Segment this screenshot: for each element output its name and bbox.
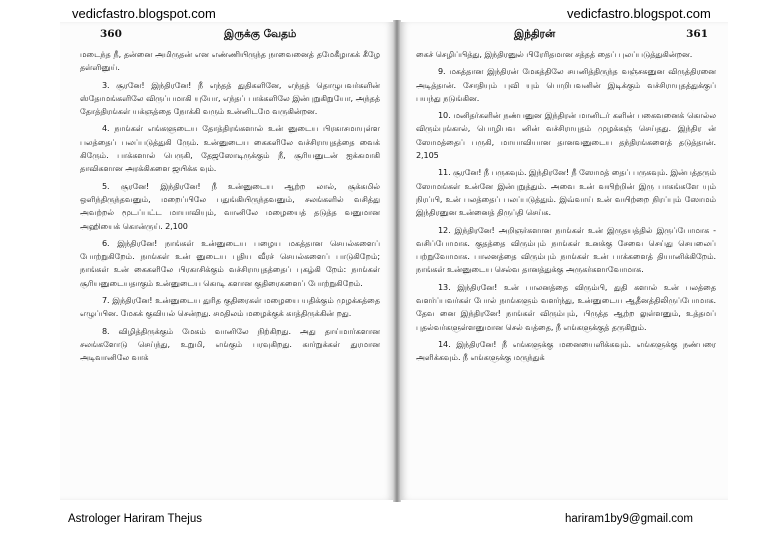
right-book-page bbox=[400, 22, 728, 500]
footer-author: Astrologer Hariram Thejus bbox=[68, 513, 203, 525]
header-site-link-right[interactable]: vedicfastro.blogspot.com bbox=[567, 6, 711, 21]
verse-paragraph: 9. மகத்தான இந்திரன் மேகத்திலே சயனித்திருந்த வஞ்சகனுன விருத்திரனை அடித்தான். சோதியும் புவி யும் பொறிபவனின் இடிக்கும் வச்சிராயுதத்துக்குப் பயந்து நடுங்கின. bbox=[416, 66, 716, 103]
verse-paragraph: 12. இந்திரனே! அறிஞர்களான நாங்கள் உன் இருதயத்தில் இருப்போமாக - வசிப்போமாக. குதத்தை விரும்பும் நாங்கள் உனக்கு சேவை செய்து செயலைப் பற்றுவோமாக. பாலனத்தை விரும்பும் நாங்கள் உன் பாக்களைத் தியானிக்கிறேம். நாங்கள் உன்னுடைய செல்வ தானத்துக்கு அருகர்களாவோமாக. bbox=[416, 224, 716, 275]
verse-paragraph: கைச் செழிப்பித்து, இந்திரனுல் பிரேரிதமான சத்தத் தைப் புலப்படுத்துகின்றன. bbox=[416, 49, 693, 59]
left-book-page bbox=[60, 22, 394, 500]
right-running-title: இந்திரன் bbox=[514, 28, 556, 40]
left-page-number: 360 bbox=[100, 28, 122, 40]
verse-paragraph: 13. இந்திரனே! உன் பாலனத்தை விரும்பி, துதி களால் உன் பலத்தை வளர்ப்பவர்கள் போல் நாங்களும் வளர்ந்து, உன்னுடைய ஆதீனத்திலிருப்போமாக. தேவ னை இந்திரனே! நாங்கள் விரும்பும், பிருத்த ஆற்ற லுள்ளனும், உத்தமப் புதல்வர்களுள்ளனுமான செல் வத்தை, நீ எங்களுக்குத் தருகிறும். bbox=[416, 281, 716, 332]
verse-paragraph: 7. இந்திரனே! உன்னுடைய துரித குதிரைகள் மழையை யதிக்கும் முழக்கத்தை எழுப்பின. மேகக் குவியல் சென்றது. சமதிலம் மழைக்குக் காத்திருக்கின் றது. bbox=[80, 295, 380, 319]
verse-paragraph: 3. சூரனே! இந்திரனே! நீ எந்தத் துதிகளினே, எந்தத் தொழுபவர்களின் ஸ்தோமங்களிலே விருப்பமாகி யுயோ, எந்தப் பாக்களிலே இன்புறுகிறுயோ, அந்தத் தோத்திரங்கள் யக்ஞத்தை நோக்கி வரும் உன்னிடமே வருகின்றன. bbox=[80, 79, 380, 117]
right-page-number: 361 bbox=[686, 28, 708, 40]
header-site-link-left[interactable]: vedicfastro.blogspot.com bbox=[72, 6, 216, 21]
verse-paragraph: 5. சூரனே! இந்திரனே! நீ உன்னுடைய ஆற்ற லால், சூக்கமில் ஒளிந்திருந்தவனும், மறைப்பிலே பதுங்கியிருந்தவனும், சலங்களில் வசித்து அவற்றல் மூடப்பட்ட மாயாவியும், வானிலே மழையைத் தடுத்த வனுமான அஹியைக் கொன்ருய். 2,100 bbox=[80, 180, 380, 231]
verse-paragraph: 11. சூரனே! நீ பருகவும். இந்திரனே! நீ ஸோமத் தைப் பருகவும். இன்பத்தரும் ஸோமங்கள் உன்னே இன்புறுத்தும். அவை உன் வயிற்றின் இரு பாகங்களே யும் நிரப்பி, உன் பலத்தைப் பலப்படுத்தும். இவ்வாய் உன் வயிற்றை நிரப்பும் ஸோமம் இந்திரனுன உன்னைத் திருப்தி செய்க. bbox=[416, 167, 716, 218]
verse-paragraph: 4. நாங்கள் எங்களுடைய தோத்திரங்களால் உன் னுடைய பிரகாசமாயுள்ள பலத்தைப் பலப்படுத்துகி ருேம். உன்னுடைய கைகளிலே வச்சிராயுதத்தை வைக் கிருேம். பாக்களால் பெருகி, தேஜஸோடிருக்கும் நீ, சூரியனுடன் ஐக்கமாகி தாவிகளான அரக்கிகளை ஜயிக்க வும். bbox=[80, 123, 380, 174]
verse-paragraph: 6. இந்திரனே! நாங்கள் உன்னுடைய பழைய மகத்தான செயல்களைப் போற்றுகிறேம். நாங்கள் உன் னுடைய புதிய வீரச் செயல்களைப் பாடுகிறேம்; நாங்கள் உன் கைகளிலே பிரகாசிக்கும் வச்சிராயுதத்தைப் புகழ்கி றேம்: நாங்கள் சூரியனுடையதாகும் உன்னுடைய கொடி களான குதிரைகளைப் போற்றுகிறேம். bbox=[80, 237, 380, 288]
footer-email[interactable]: hariram1by9@gmail.com bbox=[565, 513, 693, 525]
left-page-body bbox=[60, 48, 394, 365]
verse-paragraph: 10. மனிதர்களின் நண்பனுன இந்திரன் மானிடர் களின் பகைவனைக் கொல்ல விரும்புங்கால், பொழிபவ னின் வச்சிராயுதம் முழக்கஞ் செய்தது. இந்திர ன் ஸோமத்தைப் பருகி, மாயாவியான தானவனுடைய தந்திரங்களைத் தடுத்தான். 2,105 bbox=[416, 110, 716, 161]
right-running-head bbox=[414, 28, 714, 44]
right-page-body bbox=[400, 48, 728, 365]
verse-paragraph: 8. விழித்திருக்கும் மேகம் வானிலே நிற்கிறது. அது தாய்மார்களான சலங்களோடு செய்ந்து, உறுமி, எங்கும் பரவுகிறது. கார்றுக்கள் துரமான அடிவானிலே வாக் bbox=[80, 325, 380, 363]
verse-paragraph: 14. இந்திரனே! நீ எங்களுக்கு மனையைளிக்கவும். எங்களுக்கு நண்பரை அளிக்கவும். நீ எங்களுக்கு மருந்துக் bbox=[416, 338, 716, 363]
left-running-title: இருக்கு வேதம் bbox=[224, 28, 297, 40]
verse-paragraph: மடைந்த நீ, தன்னை அமிருதன் என எண்ணியிருந்த நாவைனைத் தமேகீழாகக் கீழே தள்ளினுய். bbox=[80, 49, 380, 73]
left-running-head bbox=[74, 28, 380, 44]
